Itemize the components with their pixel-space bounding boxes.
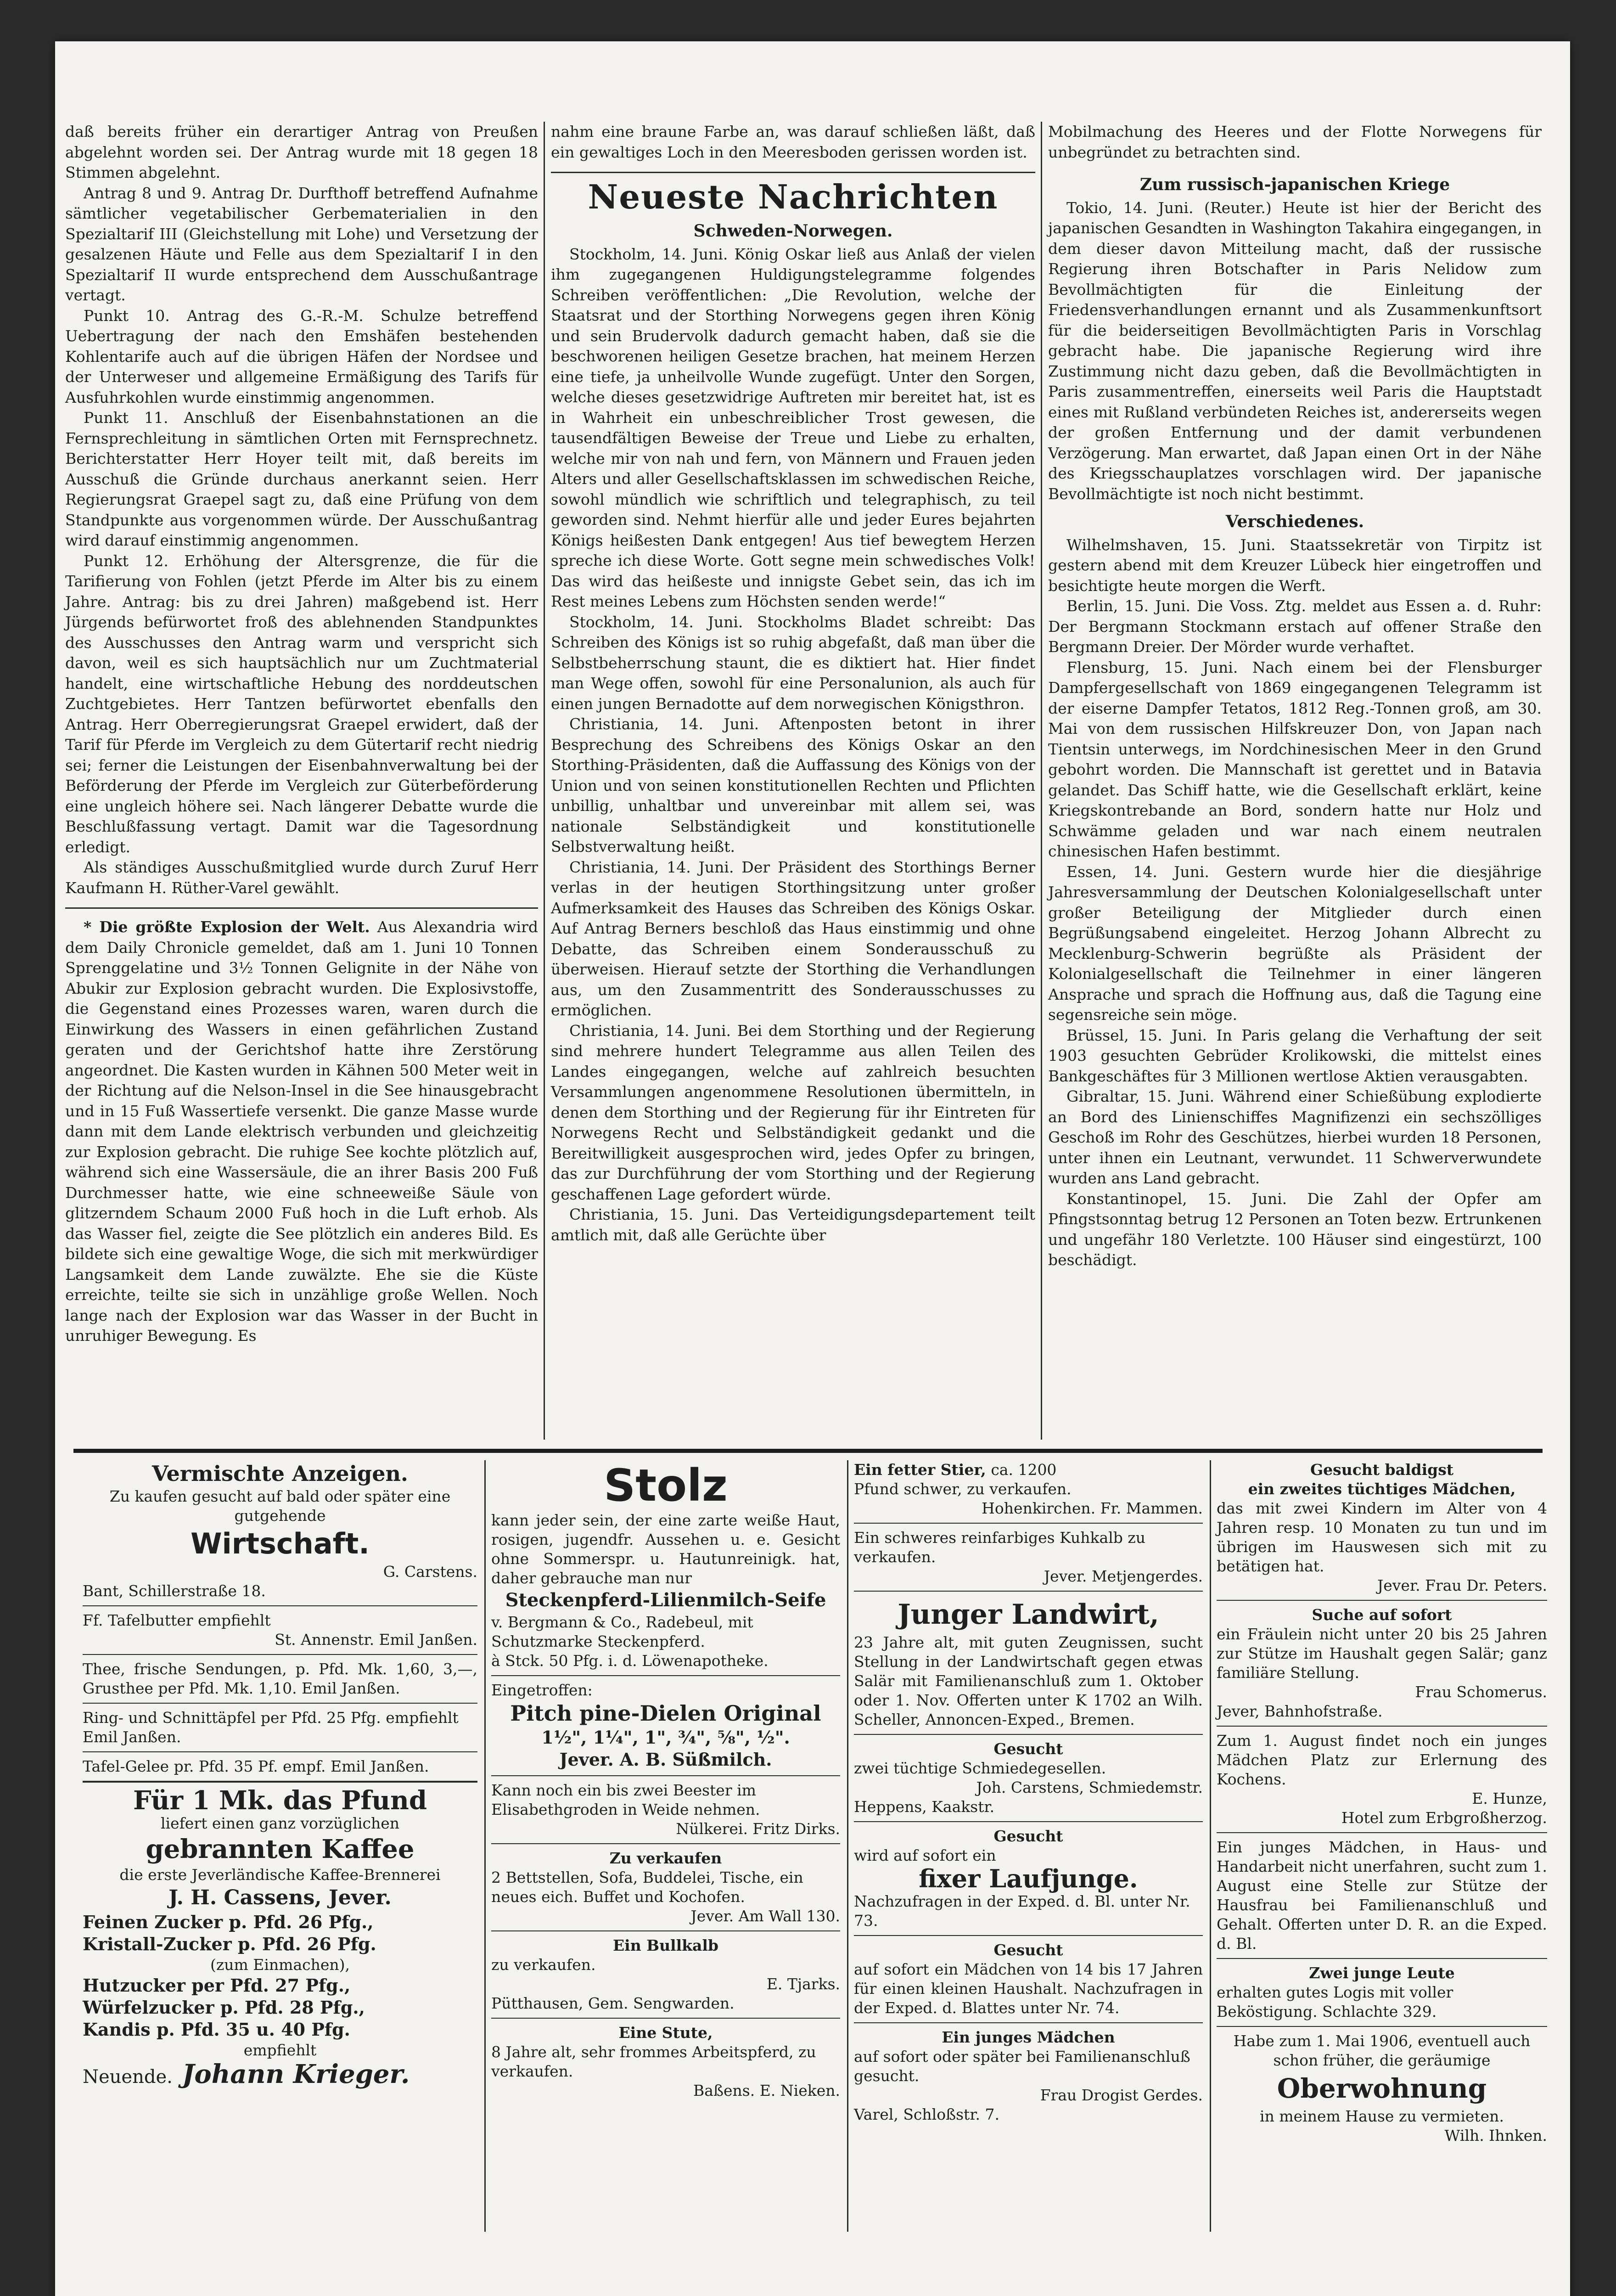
ad-headline: Gesucht <box>993 1827 1063 1845</box>
ad-headline: Eine Stute, <box>618 2024 713 2042</box>
ad-headline: Für 1 Mk. das Pfund <box>133 1785 427 1816</box>
column-divider <box>847 1460 848 2232</box>
ad-headline: Oberwohnung <box>1277 2073 1487 2104</box>
news-item: Christiania, 14. Juni. Der Präsident des Storthings Berner verlas in der heutigen Storthingsitzung unter großer Aufmerksamkeit des Hauses das Schreiben des Königs Oskar. Auf Antrag Berners beschloß das Haus einstimmig und ohne Debatte, das Schreiben einem Sonderausschuß zu überweisen. Hierauf setzte der Storthing die Verhandlungen aus, um den Zusammentritt des Sonderausschusses zu ermöglichen. <box>551 858 1035 1019</box>
ad-text: 8 Jahre alt, sehr frommes Arbeitspferd, zu verkaufen. <box>491 2043 816 2080</box>
column-divider <box>484 1460 486 2232</box>
ad-text: 2 Bettstellen, Sofa, Buddelei, Tische, ein neues eich. Buffet und Kochofen. <box>491 1868 803 1906</box>
price-line: (zum Einmachen), <box>210 1956 350 1974</box>
news-item: Konstantinopel, 15. Juni. Die Zahl der Opfer am Pfingstsonntag betrug 12 Personen an Toten bezw. Ertrunkenen und ungefähr 180 Verletzte. 100 Häuser sind eingestürzt, 100 beschädigt. <box>1048 1189 1542 1269</box>
ad-headline: Pitch pine-Dielen Original <box>510 1701 821 1726</box>
ad-text: erhalten gutes Logis mit voller Beköstigung. Schlachte 329. <box>1217 1983 1453 2020</box>
news-item: Gibraltar, 15. Juni. Während einer Schießübung explodierte an Bord des Linienschiffes Magnifizenzi ein sechszölliges Geschoß im Rohr des Geschützes, hierbei wurden 18 Personen, unter ihnen ein Leutnant, verwundet. 11 Schwerverwundete wurden ans Land gebracht. <box>1048 1087 1542 1187</box>
article-paragraph: Antrag 8 und 9. Antrag Dr. Durfthoff betreffend Aufnahme sämtlicher vegetabilischer Gerbematerialien in den Spezialtarif III (Gleichstellung mit Lohe) und Versetzung der gesalzenen Häute und Felle aus dem Spezialtarif I in den Spezialtarif II wurde entsprechend dem Ausschußantrage vertagt. <box>65 184 538 304</box>
article-paragraph: Als ständiges Ausschußmitglied wurde durch Zuruf Herr Kaufmann H. Rüther-Varel gewählt. <box>65 858 538 897</box>
adverts-column-3 <box>854 1460 1203 2124</box>
article-explosion <box>65 917 538 1346</box>
divider <box>1217 1726 1547 1727</box>
article-body: Aus Alexandria wird dem Daily Chronicle gemeldet, daß am 1. Juni 10 Tonnen Sprenggelatine und 3½ Tonnen Gelignite in der Nähe von Abukir zur Explosion gebracht wurden. Die Explosivstoffe, die Gegenstand eines Prozesses waren, waren durch die Einwirkung des Wassers in einen gefährlichen Zustand geraten und der Gerichtshof hatte ihre Zerstörung angeordnet. Die Kasten wurden in Kähnen 500 Meter weit in der Richtung auf die Nelson-Insel in die See hinausgebracht und in 15 Fuß Wassertiefe versenkt. Die ganze Masse wurde dann mit dem Lande elektrisch verbunden und gleichzeitig zur Explosion gebracht. Die ruhige See kochte plötzlich auf, während sich eine Wassersäule, die an ihrer Basis 200 Fuß Durchmesser hatte, wie eine schneeweiße Säule von glitzerndem Schaum 2000 Fuß hoch in die Luft erhob. Als das Wasser fiel, zeigte die See plötzlich ein anderes Bild. Es bildete sich eine gewaltige Woge, die sich mit merkwürdiger Langsamkeit dem Lande zuwälzte. Ehe sie die Küste erreichte, teilte sie sich in unzählige große Wellen. Noch lange nach der Explosion war das Wasser in der Bucht in unruhiger Bewegung. Es <box>65 918 538 1345</box>
divider <box>854 2022 1203 2023</box>
column-left <box>65 122 538 1346</box>
ad-text: Thee, frische Sendungen, p. Pfd. Mk. 1,60, 3,—, Grusthee per Pfd. Mk. 1,10. Emil Janßen. <box>83 1660 477 1697</box>
adverts-column-1 <box>83 1460 477 2088</box>
divider <box>1217 1600 1547 1601</box>
divider <box>1217 1832 1547 1833</box>
ad-text: v. Bergmann & Co., Radebeul, mit Schutzmarke Steckenpferd. <box>491 1613 753 1650</box>
divider <box>491 1775 840 1776</box>
ad-text: 23 Jahre alt, mit guten Zeugnissen, sucht Stellung in der Landwirtschaft gegen etwas Salär mit Familienanschluß zum 1. Oktober oder 1. Nov. Offerten unter K 1702 an Wilh. Scheller, Annoncen-Exped., Bremen. <box>854 1633 1203 1728</box>
ad-signature: Jever. Frau Dr. Peters. <box>1377 1576 1547 1594</box>
ad-headline: Gesucht <box>993 1740 1063 1758</box>
divider <box>551 172 1035 173</box>
divider <box>491 2018 840 2019</box>
news-item: Tokio, 14. Juni. (Reuter.) Heute ist hier der Bericht des japanischen Gesandten in Washington Takahira eingegangen, in dem dieser davon Mitteilung macht, daß der russische Regierung ihren Botschafter in Paris Nelidow zum Bevollmächtigten für die Einleitung der Friedensverhandlungen ernannt und als Zusammenkunftsort für die beiderseitigen Bevollmächtigten Paris in Vorschlag gebracht habe. Die japanische Regierung wird ihre Zustimmung nicht dazu geben, daß die Bevollmächtigten in Paris zusammentreffen, einerseits weil Paris die Hauptstadt eines mit Rußland verbündeten Reiches ist, andererseits wegen der großen Entfernung und der damit verbundenen Verzögerung. Man erwartet, daß Japan einen Ort in der Nähe des Kriegsschauplatzes vorschlagen wird. Der japanische Bevollmächtigte ist noch nicht bestimmt. <box>1048 198 1542 503</box>
divider <box>83 1751 477 1752</box>
ad-text: auf sofort ein Mädchen von 14 bis 17 Jahren für einen kleinen Haushalt. Nachzufragen in der Exped. d. Blattes unter Nr. 74. <box>854 1960 1203 2017</box>
ad-headline: gebrannten Kaffee <box>146 1834 415 1864</box>
ad-signature: Jever. Am Wall 130. <box>690 1907 840 1925</box>
ad-signature: G. Carstens. <box>383 1563 477 1581</box>
divider <box>854 1935 1203 1936</box>
ad-headline: Gesucht <box>993 1941 1063 1959</box>
ad-signature-line <box>83 2059 477 2089</box>
ad-headline: Ein Bullkalb <box>613 1936 718 1954</box>
news-item: Wilhelmshaven, 15. Juni. Staatssekretär von Tirpitz ist gestern abend mit dem Kreuzer Lübeck hier eingetroffen und besichtigte heute morgen die Werft. <box>1048 535 1542 595</box>
article-paragraph: Punkt 12. Erhöhung der Altersgrenze, die für die Tarifierung von Fohlen (jetzt Pferde im Alter bis zu einem Jahre. Antrag: bis zu drei Jahren) maßgebend ist. Herr Jürgends befürwortet froß des ablehnenden Standpunktes des Ausschusses den Antrag warm und verspricht sich davon, weil es sich hauptsächlich nur um Zuchtmaterial handelt, eine wirtschaftliche Hebung des norddeutschen Zuchtgebietes. Herr Tantzen befürwortet ebenfalls den Antrag. Herr Oberregierungsrat Graepel erwidert, daß der Tarif für Pferde im Vergleich zu dem Gütertarif recht niedrig sei; ferner die Leistungen der Eisenbahnverwaltung bei der Beförderung der Pferde im Vergleich zur Güterbeförderung eine ungleich höhere sei. Nach längerer Debatte wurde die Beschlußfassung vertagt. Damit war die Tagesordnung erledigt. <box>65 551 538 856</box>
price-line: Kristall-Zucker p. Pfd. 26 Pfg. <box>83 1934 376 1954</box>
news-item: Berlin, 15. Juni. Die Voss. Ztg. meldet aus Essen a. d. Ruhr: Der Bergmann Stockmann erstach auf offener Straße den Bergmann Dreier. Der Mörder wurde verhaftet. <box>1048 597 1542 656</box>
ad-signature: Jever. Metjengerdes. <box>1044 1567 1203 1585</box>
price-line: Kandis p. Pfd. 35 u. 40 Pfg. <box>83 2019 350 2040</box>
news-item: Essen, 14. Juni. Gestern wurde hier die diesjährige Jahresversammlung der Deutschen Kolonialgesellschaft unter großer Beteiligung der Mitglieder durch einen Begrüßungsabend eingeleitet. Herzog Johann Albrecht zu Mecklenburg-Schwerin begrüßte als Präsident der Kolonialgesellschaft die Teilnehmer in einer längeren Ansprache und sprach die Hoffnung aus, daß die Tagung eine segensreiche sein möge. <box>1048 862 1542 1024</box>
ad-signature: Baßens. E. Nieken. <box>693 2082 840 2099</box>
ad-text: liefert einen ganz vorzüglichen <box>160 1814 400 1832</box>
column-right <box>1048 122 1542 1271</box>
ad-signature: Joh. Carstens, Schmiedemstr. <box>976 1778 1203 1796</box>
article-paragraph: daß bereits früher ein derartiger Antrag von Preußen abgelehnt worden sei. Der Antrag wurde mit 18 gegen 18 Stimmen abgelehnt. <box>65 123 538 181</box>
ad-signature: St. Annenstr. Emil Janßen. <box>275 1631 477 1649</box>
ad-headline: Wirtschaft. <box>191 1527 370 1560</box>
ad-text: Zu kaufen gesucht auf bald oder später eine gutgehende <box>109 1487 451 1525</box>
column-divider <box>1210 1460 1211 2232</box>
price-line: Hutzucker per Pfd. 27 Pfg., <box>83 1975 351 1996</box>
adverts-title: Vermischte Anzeigen. <box>152 1461 408 1486</box>
advert-separator <box>73 1449 1543 1453</box>
ad-text: à Stck. 50 Pfg. i. d. Löwenapotheke. <box>491 1652 769 1670</box>
ad-text: Nachzufragen in der Exped. d. Bl. unter Nr. 73. <box>854 1892 1190 1930</box>
ad-headline: Ein junges Mädchen <box>942 2028 1115 2046</box>
ad-address: Varel, Schloßstr. 7. <box>854 2105 999 2123</box>
article-paragraph: nahm eine braune Farbe an, was darauf schließen läßt, daß ein gewaltiges Loch in den Meeresboden gerissen worden ist. <box>551 123 1035 161</box>
adverts-column-2 <box>491 1460 840 2100</box>
ad-text: auf sofort oder später bei Familienanschluß gesucht. <box>854 2048 1190 2085</box>
divider <box>83 1654 477 1655</box>
ad-text: zwei tüchtige Schmiedegesellen. <box>854 1759 1106 1777</box>
ad-signature: Nülkerei. Fritz Dirks. <box>676 1820 840 1838</box>
ad-text: die erste Jeverländische Kaffee-Brennerei <box>119 1866 441 1884</box>
ad-brand: Steckenpferd-Lilienmilch-Seife <box>505 1589 826 1611</box>
ad-headline: Ein fetter Stier, <box>854 1461 986 1479</box>
adverts-column-4 <box>1217 1460 1547 2145</box>
price-line: Würfelzucker p. Pfd. 28 Pfg., <box>83 1997 365 2018</box>
divider <box>854 1821 1203 1822</box>
ad-signature: Frau Schomerus. <box>1415 1683 1547 1701</box>
column-middle <box>551 122 1035 1245</box>
ad-sizes: 1½", 1¼", 1", ¾", ⅝", ½". <box>541 1727 790 1748</box>
divider <box>491 1843 840 1844</box>
news-item: Christiania, 15. Juni. Das Verteidigungsdepartement teilt amtlich mit, daß alle Gerüchte über <box>551 1205 1035 1244</box>
news-item: Flensburg, 15. Juni. Nach einem bei der Flensburger Dampfergesellschaft von 1869 eingegangenen Telegramm ist der eiserne Dampfer Tetatos, 1812 Reg.-Tonnen groß, am 30. Mai von dem russischen Hilfskreuzer Don, von Japan nach Tientsin unterwegs, im Nordchinesischen Meer in den Grund gebohrt worden. Die Mannschaft ist gerettet und in Batavia gelandet. Das Schiff hatte, wie die Gesellschaft erklärt, keine Kriegskontrebande an Bord, sondern hatte nur Holz und Schwämme geladen und war nach einem neutralen chinesischen Hafen bestimmt. <box>1048 658 1542 860</box>
ad-text: Pfund schwer, zu verkaufen. <box>854 1480 1072 1498</box>
ad-text: wird auf sofort ein <box>854 1846 996 1864</box>
section-heading: Zum russisch-japanischen Kriege <box>1139 175 1450 194</box>
ad-text: Kann noch ein bis zwei Beester im Elisabethgroden in Weide nehmen. <box>491 1781 760 1818</box>
ad-text: Ff. Tafelbutter empfiehlt <box>83 1611 271 1629</box>
ad-firm: J. H. Cassens, Jever. <box>168 1886 392 1909</box>
ad-text: Ein junges Mädchen, in Haus- und Handarbeit nicht unerfahren, sucht zum 1. August eine Stelle zur Stütze der Hausfrau bei Familienanschluß und Gehalt. Offerten unter D. R. an die Exped. d. Bl. <box>1217 1838 1547 1953</box>
ad-address: Bant, Schillerstraße 18. <box>83 1582 266 1600</box>
ad-text: in meinem Hause zu vermieten. <box>1260 2107 1504 2125</box>
ad-headline: Zwei junge Leute <box>1309 1964 1455 1982</box>
section-subheading: Schweden-Norwegen. <box>693 221 893 241</box>
divider <box>83 1605 477 1606</box>
ad-signature: Hohenkirchen. Fr. Mammen. <box>982 1499 1203 1517</box>
divider <box>854 1523 1203 1524</box>
news-item: Brüssel, 15. Juni. In Paris gelang die Verhaftung der seit 1903 gesuchten Gebrüder Krolikowski, die mittelst eines Bankgeschäftes für 3 Millionen wertlose Aktien verausgabten. <box>1048 1026 1542 1085</box>
news-item: Stockholm, 14. Juni. Stockholms Bladet schreibt: Das Schreiben des Königs ist so ruhig abgefaßt, daß man über die Selbstbeherrschung staunt, die es diktiert hat. Hier findet man Wege offen, sowohl für eine Personalunion, als auch für einen jungen Bernadotte auf dem norwegischen Königsthron. <box>551 613 1035 713</box>
ad-signature: Frau Drogist Gerdes. <box>1040 2086 1203 2104</box>
ad-text: kann jeder sein, der eine zarte weiße Haut, rosigen, jugendfr. Aussehen u. e. Gesicht ohne Sommerspr. u. Hautunreinigk. hat, daher gebrauche man nur <box>491 1511 840 1587</box>
article-paragraph: Punkt 11. Anschluß der Eisenbahnstationen an die Fernsprechleitung in sämtlichen Orten mit Fernsprechnetz. Berichterstatter Herr Hoyer teilt mit, daß bereits im Ausschuß die Gründe durchaus anerkannt seien. Herr Regierungsrat Graepel sagt zu, daß eine Prüfung von dem Standpunkte aus vorgenommen würde. Der Ausschußantrag wird darauf einstimmig angenommen. <box>65 409 538 549</box>
ad-text: Habe zum 1. Mai 1906, eventuell auch schon früher, die geräumige <box>1233 2032 1531 2069</box>
column-divider <box>1041 122 1042 1440</box>
ad-text: empfiehlt <box>243 2041 317 2059</box>
ad-text: Eingetroffen: <box>491 1681 593 1699</box>
divider <box>83 1703 477 1704</box>
news-item: Christiania, 14. Juni. Aftenposten betont in ihrer Besprechung des Schreibens des Königs Oskar an den Storthing-Präsidenten, daß die Auffassung des Königs von der Union und von seinen konstitutionellen Rechten und Pflichten unbillig, unhaltbar und unvereinbar mit allem sei, was nationale Selbständigkeit und konstitutionelle Selbstverwaltung heißt. <box>551 715 1035 855</box>
section-heading: Verschiedenes. <box>1225 512 1364 531</box>
ad-text: ein Fräulein nicht unter 20 bis 25 Jahren zur Stütze im Haushalt gegen Salär; ganz familiäre Stellung. <box>1217 1625 1547 1682</box>
article-paragraph: Mobilmachung des Heeres und der Flotte Norwegens für unbegründet zu betrachten sind. <box>1048 123 1542 161</box>
ad-headline: ein zweites tüchtiges Mädchen, <box>1248 1480 1516 1498</box>
divider <box>491 1930 840 1931</box>
news-item: Christiania, 14. Juni. Bei dem Storthing und der Regierung sind mehrere hundert Telegramme aus allen Teilen des Landes eingegangen, welche auf zahlreich besuchten Versammlungen angenommene Resolutionen übermitteln, in denen dem Storthing und der Regierung für ihr Eintreten für Norwegens Recht und Selbständigkeit gedankt und die Bereitwilligkeit ausgesprochen wird, jedes Opfer zu bringen, das zur Durchführung der vom Storthing und der Regierung geschaffenen Lage gefordert würde. <box>551 1021 1035 1203</box>
ad-line <box>854 1460 1203 1480</box>
section-heading: Neueste Nachrichten <box>588 177 999 216</box>
ad-text: ca. 1200 <box>991 1461 1057 1479</box>
ad-address: Jever, Bahnhofstraße. <box>1217 1702 1383 1720</box>
ad-address: Pütthausen, Gem. Sengwarden. <box>491 1994 735 2012</box>
ad-address: Heppens, Kaakstr. <box>854 1798 995 1816</box>
ad-text: zu verkaufen. <box>491 1956 596 1974</box>
ad-signature: Wilh. Ihnken. <box>1444 2127 1547 2144</box>
newspaper-page <box>55 41 1570 2296</box>
ad-headline: Zu verkaufen <box>609 1849 722 1867</box>
ad-text: Zum 1. August findet noch ein junges Mädchen Platz zur Erlernung des Kochens. <box>1217 1732 1547 1788</box>
ad-address: Hotel zum Erbgroßherzog. <box>1341 1809 1547 1827</box>
divider <box>1217 1958 1547 1959</box>
divider <box>854 1591 1203 1592</box>
ad-signature: E. Hunze, <box>1472 1790 1547 1807</box>
ad-text: Ein schweres reinfarbiges Kuhkalb zu verkaufen. <box>854 1529 1146 1566</box>
news-item: Stockholm, 14. Juni. König Oskar ließ aus Anlaß der vielen ihm zugegangenen Huldigungstelegramme folgendes Schreiben veröffentlichen: „Die Revolution, welche der Staatsrat und der Storthing Norwegens gegen ihren König und sein Brudervolk dadurch gemacht haben, daß sie die beschworenen heiligen Gesetze brachen, hat meinem Herzen eine tiefe, ja unheilvolle Wunde zugefügt. Unter den Sorgen, welche dieses gesetzwidrige Auftreten mir bereitet hat, ist es in Wahrheit ein unbeschreiblicher Trost gewesen, die tausendfältigen Beweise der Treue und Liebe zu erhalten, welche mir von nah und fern, von Männern und Frauen jeden Alters und aller Gesellschaftsklassen im schwedischen Reiche, sowohl mündlich wie schriftlich und telegraphisch, zu teil geworden sind. Nehmt hierfür alle und jeder Eures bejahrten Königs heißesten Dank entgegen! Aus tief bewegtem Herzen spreche ich diese Worte. Gott segne mein schwedisches Volk! Das wird das heißeste und innigste Gebet sein, das ich im Rest meines Lebens zum Höchsten senden werde!“ <box>551 245 1035 610</box>
ad-signature: Johann Krieger. <box>182 2059 410 2089</box>
ad-text: Ring- und Schnittäpfel per Pfd. 25 Pfg. empfiehlt Emil Janßen. <box>83 1709 459 1746</box>
ad-headline: Gesucht baldigst <box>1310 1461 1454 1479</box>
divider <box>1217 2026 1547 2027</box>
ad-headline: Suche auf sofort <box>1312 1606 1452 1624</box>
ad-headline: fixer Laufjunge. <box>919 1864 1138 1893</box>
column-divider <box>544 122 545 1440</box>
ad-signature: E. Tjarks. <box>766 1975 840 1993</box>
price-line: Feinen Zucker p. Pfd. 26 Pfg., <box>83 1912 374 1932</box>
ad-headline: Junger Landwirt, <box>898 1598 1159 1631</box>
ad-text: das mit zwei Kindern im Alter von 4 Jahren resp. 10 Monaten zu tun und im übrigen im Hauswesen sich mit zu betätigen hat. <box>1217 1499 1547 1575</box>
divider <box>491 1675 840 1676</box>
article-paragraph: Punkt 10. Antrag des G.-R.-M. Schulze betreffend Uebertragung der nach den Emshäfen bestehenden Kohlentarife auch auf die übrigen Häfen der Nordsee und der Unterweser und allgemeine Ermäßigung des Tarifs für Ausfuhrkohlen wurde einstimmig angenommen. <box>65 306 538 406</box>
article-title: * Die größte Explosion der Welt. <box>84 918 370 936</box>
divider <box>83 1781 477 1783</box>
divider <box>854 1734 1203 1735</box>
ad-signature: Jever. A. B. Süßmilch. <box>559 1749 772 1770</box>
ad-text: Tafel-Gelee pr. Pfd. 35 Pf. empf. Emil Janßen. <box>83 1757 429 1775</box>
ad-place: Neuende. <box>83 2066 173 2088</box>
divider <box>65 907 538 909</box>
ad-headline: Stolz <box>604 1460 728 1511</box>
